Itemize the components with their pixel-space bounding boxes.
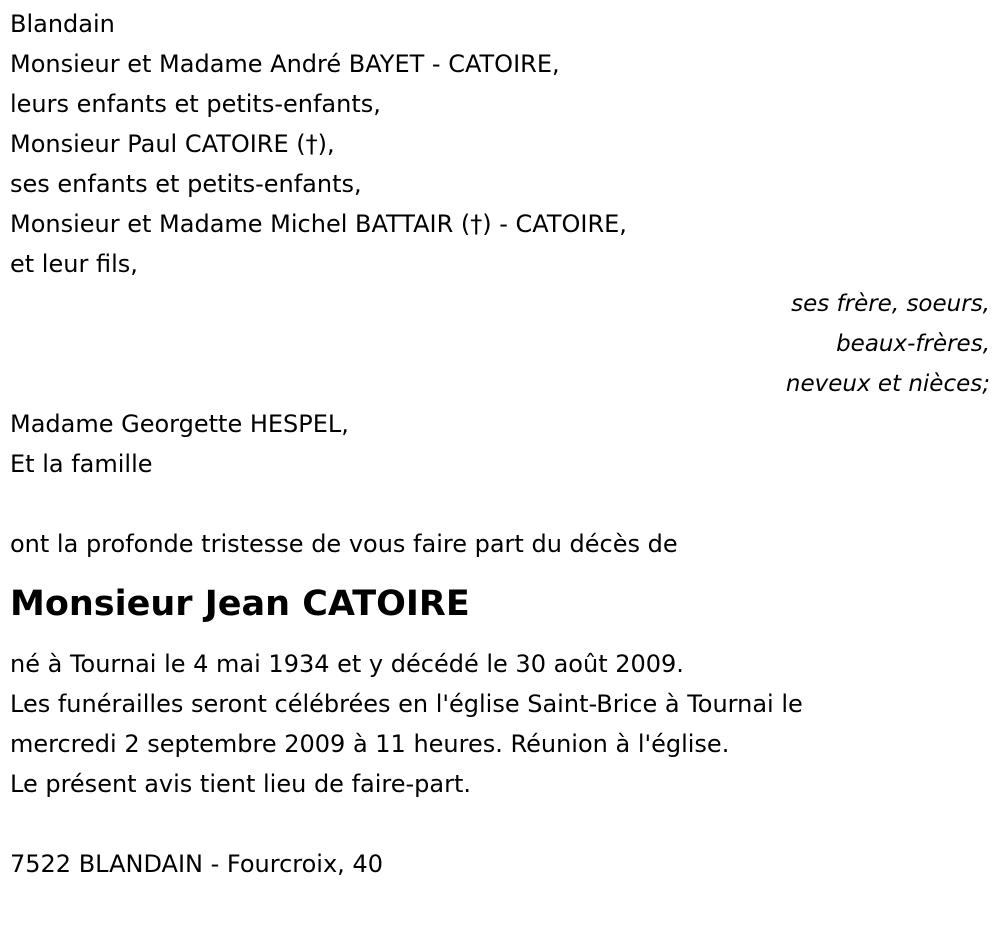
- address-line: 7522 BLANDAIN - Fourcroix, 40: [10, 850, 383, 878]
- family-line: et leur fils,: [10, 250, 138, 278]
- detail-line: Les funérailles seront célébrées en l'église Saint-Brice à Tournai le: [10, 690, 803, 718]
- family-line: Monsieur Paul CATOIRE (†),: [10, 130, 335, 158]
- family-line: Monsieur et Madame André BAYET - CATOIRE,: [10, 50, 560, 78]
- family-line: Madame Georgette HESPEL,: [10, 410, 349, 438]
- spacer: [10, 484, 990, 524]
- relation-line: ses frère, soeurs,: [791, 291, 990, 317]
- place-heading: Blandain: [10, 10, 115, 38]
- detail-line: né à Tournai le 4 mai 1934 et y décédé le 30 août 2009.: [10, 650, 684, 678]
- spacer: [10, 804, 990, 844]
- detail-line: Le présent avis tient lieu de faire-part.: [10, 770, 472, 798]
- announcement-text: ont la profonde tristesse de vous faire part du décès de: [10, 530, 678, 558]
- detail-line: mercredi 2 septembre 2009 à 11 heures. Réunion à l'église.: [10, 730, 730, 758]
- relation-line: beaux-frères,: [836, 331, 990, 357]
- death-notice: [10, 4, 990, 884]
- family-line: ses enfants et petits-enfants,: [10, 170, 362, 198]
- family-line: Monsieur et Madame Michel BATTAIR (†) - CATOIRE,: [10, 210, 627, 238]
- family-line: leurs enfants et petits-enfants,: [10, 90, 381, 118]
- relation-line: neveux et nièces;: [785, 371, 990, 397]
- deceased-name: Monsieur Jean CATOIRE: [10, 584, 470, 624]
- family-line: Et la famille: [10, 450, 153, 478]
